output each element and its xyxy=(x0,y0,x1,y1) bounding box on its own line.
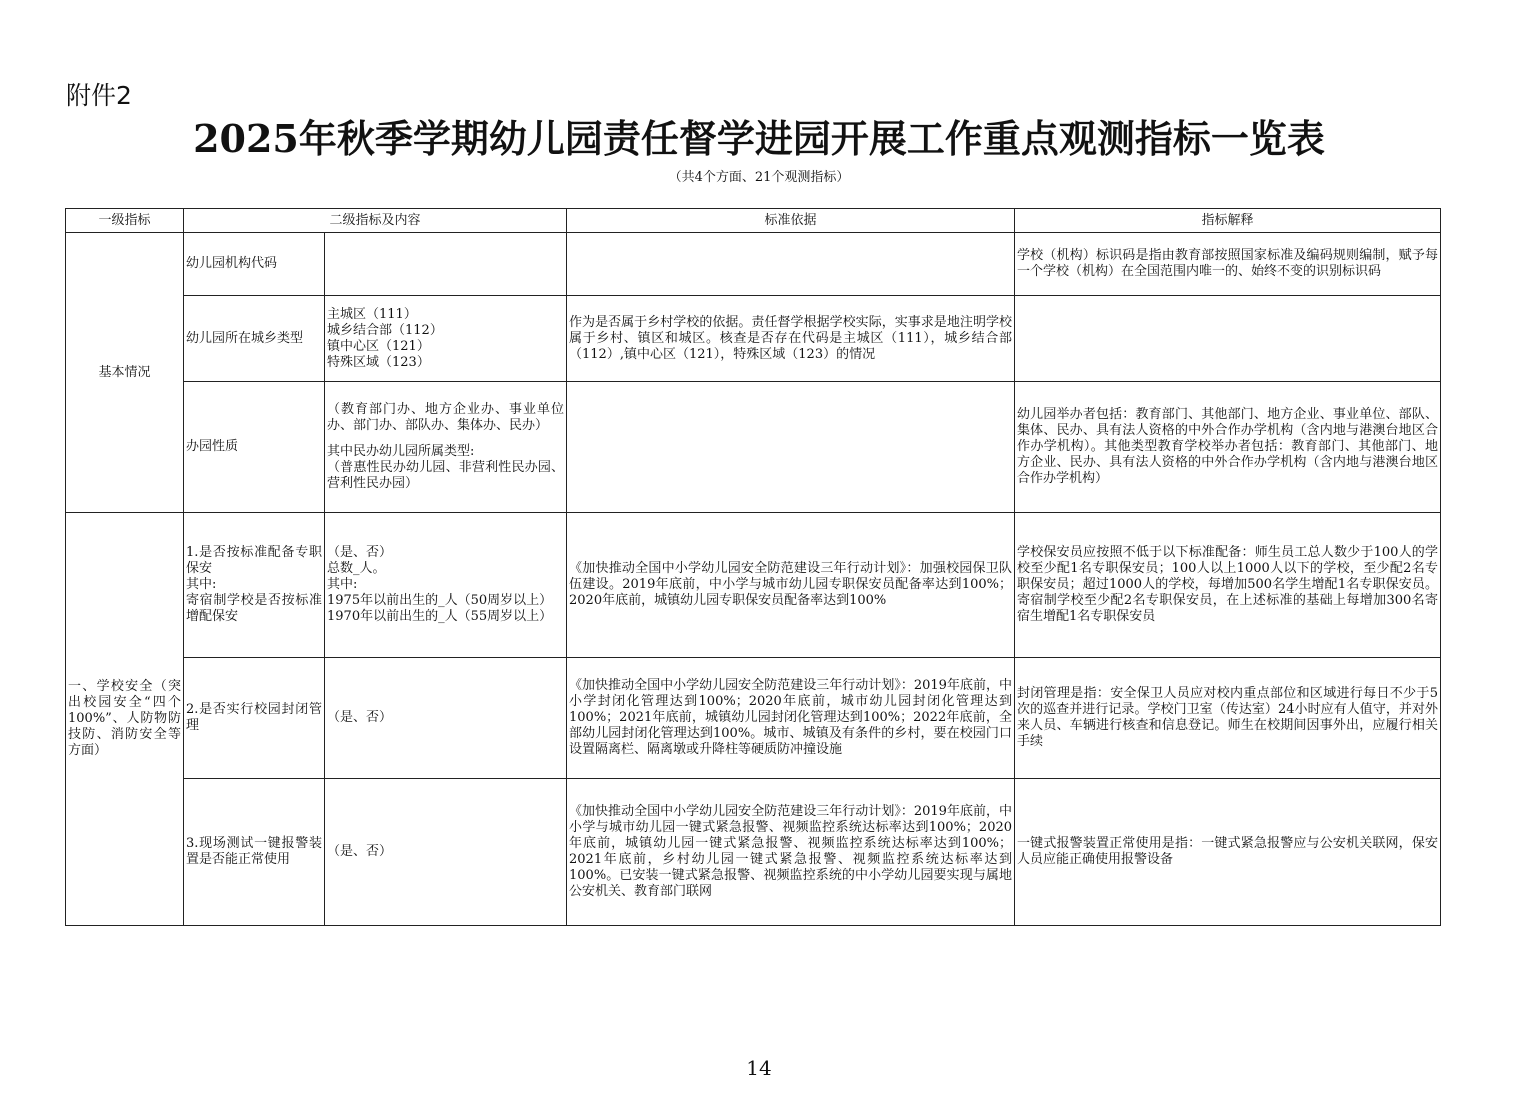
header-basis: 标准依据 xyxy=(567,209,1015,233)
table-row xyxy=(66,658,1441,779)
table-row xyxy=(66,779,1441,926)
content-line: 特殊区域（123） xyxy=(327,354,430,370)
document-subtitle: （共4个方面、21个观测指标） xyxy=(668,170,850,185)
content-cell xyxy=(325,233,567,296)
item-cell: 幼儿园所在城乡类型 xyxy=(184,296,325,382)
content-line: 其中: xyxy=(327,577,358,592)
content-paragraph: （教育部门办、地方企业办、事业单位办、部门办、部队办、集体办、民办） xyxy=(327,402,565,433)
item-line: 1.是否按标准配备专职保安 xyxy=(186,545,322,576)
content-line: 1975年以前出生的_人（50周岁以上） xyxy=(327,593,553,608)
explanation-cell xyxy=(1015,296,1441,382)
content-line: 城乡结合部（112） xyxy=(327,322,443,338)
content-line: 镇中心区（121） xyxy=(327,338,430,354)
table-row xyxy=(66,382,1441,513)
content-cell xyxy=(325,382,567,513)
explanation-cell: 封闭管理是指：安全保卫人员应对校内重点部位和区域进行每日不少于5次的巡查并进行记录。学校门卫室（传达室）24小时应有人值守，并对外来人员、车辆进行核查和信息登记。师生在校期间因事外出，应履行相关手续 xyxy=(1015,658,1441,779)
table-row xyxy=(66,513,1441,658)
content-line: （是、否） xyxy=(327,545,393,560)
explanation-cell: 学校（机构）标识码是指由教育部按照国家标准及编码规则编制，赋予每一个学校（机构）在全国范围内唯一的、始终不变的识别标识码 xyxy=(1015,233,1441,296)
basis-cell xyxy=(567,233,1015,296)
content-cell xyxy=(325,513,567,658)
basis-cell: 《加快推动全国中小学幼儿园安全防范建设三年行动计划》：2019年底前，中小学封闭化管理达到100%；2020年底前，城市幼儿园封闭化管理达到100%；2021年底前，城镇幼儿园封闭化管理达到100%；2022年底前，全部幼儿园封闭化管理达到100%。城市、城镇及有条件的乡村，要在校园门口设置隔离栏、隔离墩或升降柱等硬质防冲撞设施 xyxy=(567,658,1015,779)
content-paragraph: （普惠性民办幼儿园、非营利性民办园、营利性民办园） xyxy=(327,460,565,491)
header-explanation: 指标解释 xyxy=(1015,209,1441,233)
content-cell: （是、否） xyxy=(325,658,567,779)
basis-cell: 作为是否属于乡村学校的依据。责任督学根据学校实际，实事求是地注明学校属于乡村、镇区和城区。核查是否存在代码是主城区（111），城乡结合部（112）,镇中心区（121），特殊区域（123）的情况 xyxy=(567,296,1015,382)
attachment-label: 附件2 xyxy=(66,81,132,110)
level1-cell: 一、学校安全（突出校园安全“四个100%”、人防物防技防、消防安全等方面） xyxy=(66,513,184,926)
item-line: 其中: xyxy=(186,577,217,592)
level1-cell: 基本情况 xyxy=(66,233,184,513)
item-line: 寄宿制学校是否按标准增配保安 xyxy=(186,593,322,624)
indicator-table xyxy=(65,208,1441,926)
item-cell xyxy=(184,513,325,658)
table-row xyxy=(66,296,1441,382)
document-title: 2025年秋季学期幼儿园责任督学进园开展工作重点观测指标一览表 xyxy=(193,116,1325,161)
header-level1: 一级指标 xyxy=(66,209,184,233)
page-number: 14 xyxy=(746,1056,772,1080)
item-cell: 幼儿园机构代码 xyxy=(184,233,325,296)
basis-cell xyxy=(567,382,1015,513)
explanation-cell: 学校保安员应按照不低于以下标准配备：师生员工总人数少于100人的学校至少配1名专职保安员；100人以上1000人以下的学校，至少配2名专职保安员；超过1000人的学校，每增加500名学生增配1名专职保安员。寄宿制学校至少配2名专职保安员，在上述标准的基础上每增加300名寄宿生增配1名专职保安员 xyxy=(1015,513,1441,658)
header-level2: 二级指标及内容 xyxy=(184,209,567,233)
basis-cell: 《加快推动全国中小学幼儿园安全防范建设三年行动计划》：加强校园保卫队伍建设。2019年底前，中小学与城市幼儿园专职保安员配备率达到100%；2020年底前，城镇幼儿园专职保安员配备率达到100% xyxy=(567,513,1015,658)
explanation-cell: 一键式报警装置正常使用是指：一键式紧急报警应与公安机关联网，保安人员应能正确使用报警设备 xyxy=(1015,779,1441,926)
table-row xyxy=(66,233,1441,296)
explanation-cell: 幼儿园举办者包括：教育部门、其他部门、地方企业、事业单位、部队、集体、民办、具有法人资格的中外合作办学机构（含内地与港澳台地区合作办学机构）。其他类型教育学校举办者包括：教育部门、其他部门、地方企业、民办、具有法人资格的中外合作办学机构（含内地与港澳台地区合作办学机构） xyxy=(1015,382,1441,513)
basis-cell: 《加快推动全国中小学幼儿园安全防范建设三年行动计划》：2019年底前，中小学与城市幼儿园一键式紧急报警、视频监控系统达标率达到100%；2020年底前，城镇幼儿园一键式紧急报警、视频监控系统达标率达到100%；2021年底前，乡村幼儿园一键式紧急报警、视频监控系统达标率达到100%。已安装一键式紧急报警、视频监控系统的中小学幼儿园要实现与属地公安机关、教育部门联网 xyxy=(567,779,1015,926)
content-line: 主城区（111） xyxy=(327,306,417,322)
content-line: 1970年以前出生的_人（55周岁以上） xyxy=(327,609,553,624)
table-header-row xyxy=(66,209,1441,233)
item-cell: 2.是否实行校园封闭管理 xyxy=(184,658,325,779)
content-cell: （是、否） xyxy=(325,779,567,926)
content-cell xyxy=(325,296,567,382)
content-paragraph: 其中民办幼儿园所属类型: xyxy=(327,444,475,459)
item-cell: 办园性质 xyxy=(184,382,325,513)
content-line: 总数_人。 xyxy=(327,561,386,576)
item-cell: 3.现场测试一键报警装置是否能正常使用 xyxy=(184,779,325,926)
